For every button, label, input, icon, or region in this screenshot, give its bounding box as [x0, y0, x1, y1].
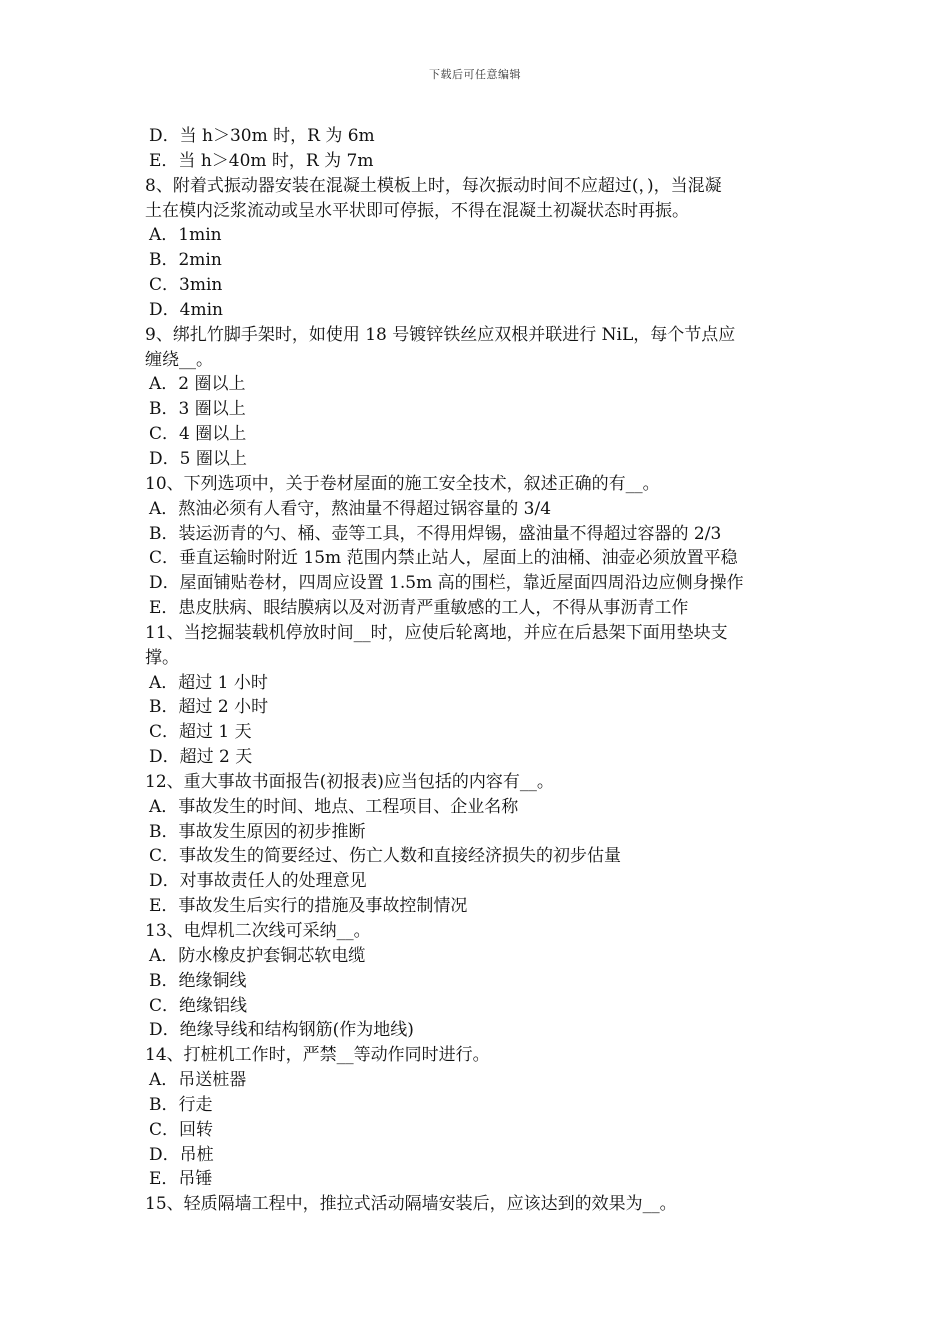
- answer-option: B．超过 2 小时: [149, 697, 269, 718]
- answer-option: B．行走: [149, 1094, 213, 1115]
- answer-option: E．当 h＞40m 时，R 为 7m: [149, 150, 374, 171]
- answer-option: D．4min: [149, 299, 223, 320]
- answer-option: B．绝缘铜线: [149, 970, 247, 991]
- answer-option: C．超过 1 天: [149, 722, 252, 743]
- answer-option: D．绝缘导线和结构钢筋(作为地线): [149, 1020, 414, 1041]
- answer-option: C．4 圈以上: [149, 424, 247, 445]
- answer-option: D．超过 2 天: [149, 747, 253, 768]
- answer-option: A．事故发生的时间、地点、工程项目、企业名称: [149, 796, 519, 817]
- answer-option: D．5 圈以上: [149, 448, 247, 469]
- answer-option: D．屋面铺贴卷材，四周应设置 1.5m 高的围栏，靠近屋面四周沿边应侧身操作: [149, 573, 744, 594]
- answer-option: C．事故发生的简要经过、伤亡人数和直接经济损失的初步估量: [149, 846, 622, 867]
- answer-option: A．超过 1 小时: [149, 672, 268, 693]
- answer-option: C．回转: [149, 1119, 214, 1140]
- answer-option: A．吊送桩器: [149, 1070, 247, 1091]
- answer-option: E．吊锤: [149, 1169, 213, 1190]
- answer-option: B．装运沥青的勺、桶、壶等工具，不得用焊锡，盛油量不得超过容器的 2/3: [149, 523, 722, 544]
- answer-option: A．熬油必须有人看守，熬油量不得超过锅容量的 3/4: [149, 498, 552, 519]
- answer-option: B．事故发生原因的初步推断: [149, 821, 366, 842]
- question-text: 15、轻质隔墙工程中，推拉式活动隔墙安装后，应该达到的效果为__。: [145, 1194, 677, 1215]
- answer-option: A．2 圈以上: [149, 374, 246, 395]
- answer-option: B．3 圈以上: [149, 399, 246, 420]
- question-text: 14、打桩机工作时，严禁__等动作同时进行。: [145, 1045, 490, 1066]
- document-body: [145, 124, 813, 1217]
- answer-option: D．吊桩: [149, 1144, 214, 1165]
- question-text: 13、电焊机二次线可采纳__。: [145, 921, 371, 941]
- answer-option: A．1min: [149, 225, 222, 246]
- answer-option: C．绝缘铝线: [149, 995, 248, 1016]
- answer-option: C．3min: [149, 275, 223, 296]
- question-text: 8、附着式振动器安装在混凝土模板上时，每次振动时间不应超过(，)，当混凝: [145, 175, 722, 196]
- page-header: 下载后可任意编辑: [429, 68, 521, 81]
- answer-option: C．垂直运输时附近 15m 范围内禁止站人，屋面上的油桶、油壶必须放置平稳: [149, 548, 738, 569]
- question-text: 10、下列选项中，关于卷材屋面的施工安全技术，叙述正确的有__。: [145, 473, 660, 494]
- question-text: 11、当挖掘装载机停放时间__时，应使后轮离地，并应在后悬架下面用垫块支: [145, 622, 728, 643]
- question-text: 土在模内泛浆流动或呈水平状即可停振，不得在混凝土初凝状态时再振。: [145, 200, 689, 221]
- answer-option: D．对事故责任人的处理意见: [149, 871, 367, 892]
- question-text: 12、重大事故书面报告(初报表)应当包括的内容有__。: [145, 771, 554, 792]
- question-text: 缠绕__。: [145, 349, 213, 370]
- question-text: 撑。: [145, 647, 179, 668]
- answer-option: B．2min: [149, 250, 222, 271]
- answer-option: E．事故发生后实行的措施及事故控制情况: [149, 896, 468, 917]
- answer-option: D．当 h＞30m 时，R 为 6m: [149, 126, 375, 146]
- answer-option: A．防水橡皮护套铜芯软电缆: [149, 945, 366, 966]
- question-text: 9、绑扎竹脚手架时，如使用 18 号镀锌铁丝应双根并联进行 NiL，每个节点应: [145, 324, 736, 345]
- answer-option: E．患皮肤病、眼结膜病以及对沥青严重敏感的工人，不得从事沥青工作: [149, 598, 689, 619]
